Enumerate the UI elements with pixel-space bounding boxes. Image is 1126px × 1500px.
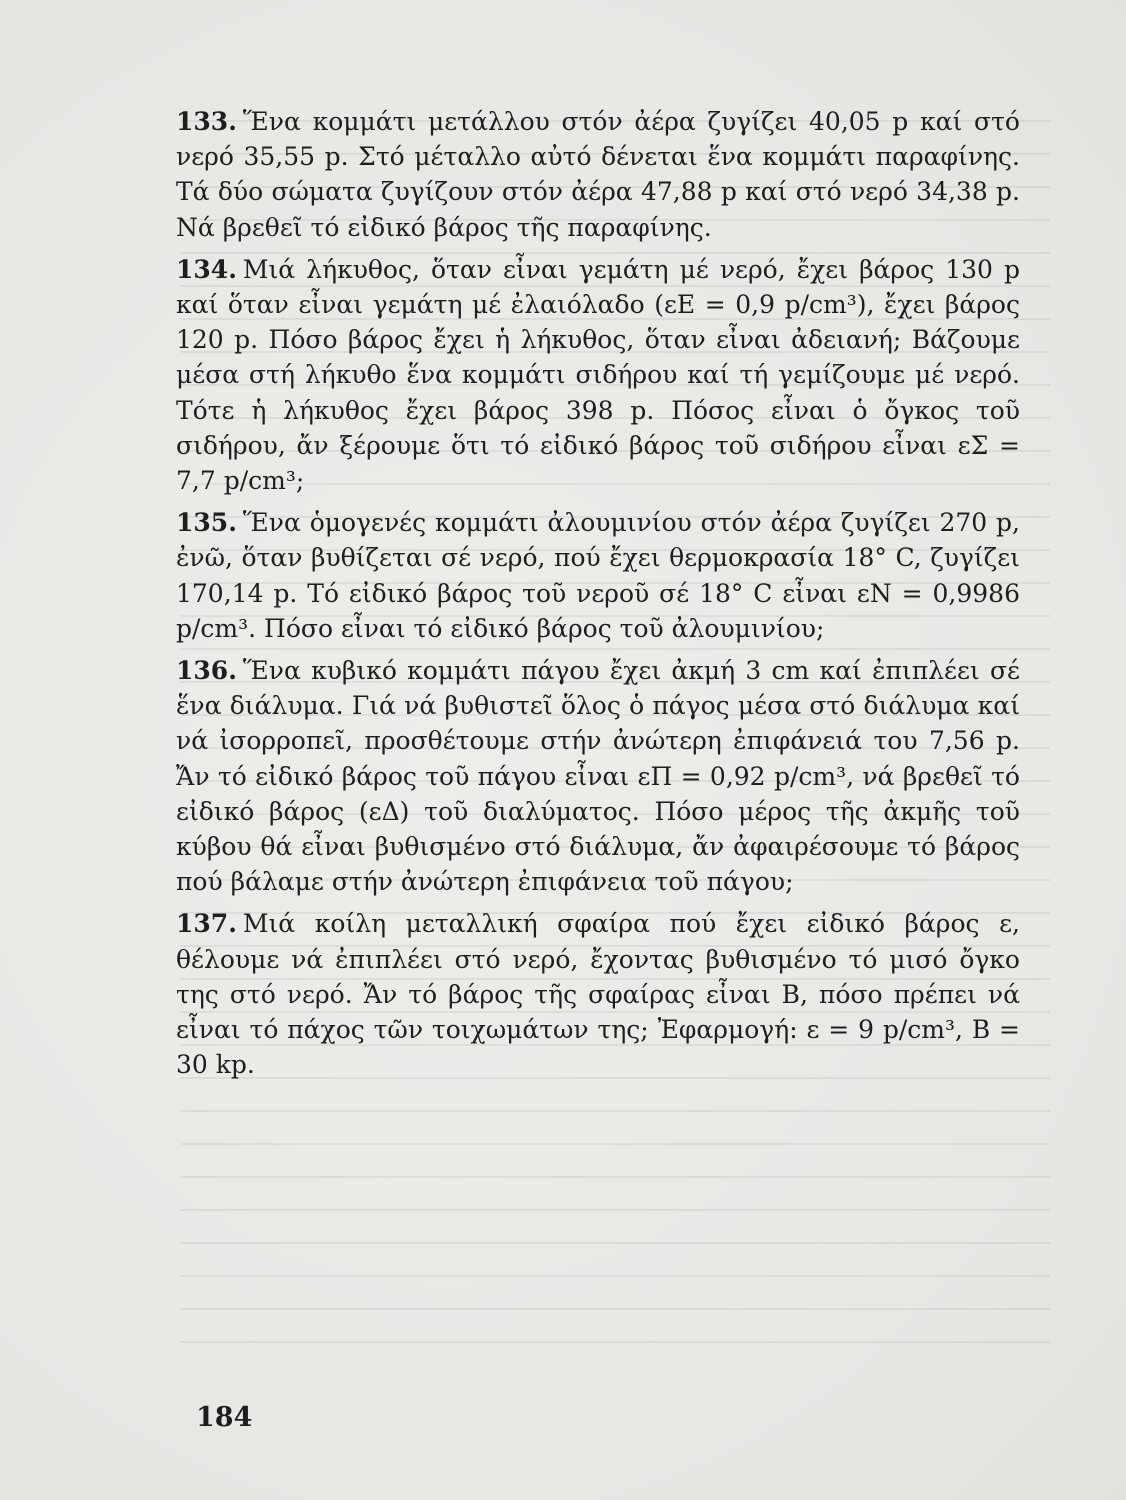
problem-text: Ἕνα κυβικό κομμάτι πάγου ἔχει ἀκμή 3 cm καί ἐπιπλέει σέ ἕνα διάλυμα. Γιά νά βυθιστεῖ ὅλος ὁ πάγος μέσα στό διάλυμα καί νά ἰσορροπεῖ, προσθέτουμε στήν ἀνώτερη ἐπιφάνειά του 7,56 p. Ἄν τό εἰδικό βάρος τοῦ πάγου εἶναι εΠ = 0,92 p/cm³, νά βρεθεῖ τό εἰδικό βάρος (εΔ) τοῦ διαλύματος. Πόσο μέρος τῆς ἀκμῆς τοῦ κύβου θά εἶναι βυθισμένο στό διάλυμα, ἄν ἀφαιρέσουμε τό βάρος πού βάλαμε στήν ἀνώτερη ἐπιφάνεια τοῦ πάγου; <box>176 656 1020 897</box>
problem-number: 136 . <box>176 656 237 685</box>
problems-text <box>176 104 1020 1089</box>
problem-text: Ἕνα ὁμογενές κομμάτι ἀλουμινίου στόν ἀέρα ζυγίζει 270 p, ἐνῶ, ὅταν βυθίζεται σέ νερό, πού ἔχει θερμοκρασία 18° C, ζυγίζει 170,14 p. Τό εἰδικό βάρος τοῦ νεροῦ σέ 18° C εἶναι εN = 0,9986 p/cm³. Πόσο εἶναι τό εἰδικό βάρος τοῦ ἀλουμινίου; <box>176 508 1020 643</box>
problem-text: Μιά λήκυθος, ὅταν εἶναι γεμάτη μέ νερό, ἔχει βάρος 130 p καί ὅταν εἶναι γεμάτη μέ ἐλαιόλαδο (εE = 0,9 p/cm³), ἔχει βάρος 120 p. Πόσο βάρος ἔχει ἡ λήκυθος, ὅταν εἶναι ἀδειανή; Βάζουμε μέσα στή λήκυθο ἕνα κομμάτι σιδήρου καί τή γεμίζουμε μέ νερό. Τότε ἡ λήκυθος ἔχει βάρος 398 p. Πόσος εἶναι ὁ ὄγκος τοῦ σιδήρου, ἄν ξέρουμε ὅτι τό εἰδικό βάρος τοῦ σιδήρου εἶναι εΣ = 7,7 p/cm³; <box>176 254 1020 496</box>
problem-136 <box>176 653 1020 899</box>
problem-134 <box>176 252 1020 498</box>
problem-text: Μιά κοίλη μεταλλική σφαίρα πού ἔχει εἰδικό βάρος ε, θέλουμε νά ἐπιπλέει στό νερό, ἔχοντας βυθισμένο τό μισό ὄγκο της στό νερό. Ἄν τό βάρος τῆς σφαίρας εἶναι B, πόσο πρέπει νά εἶναι τό πάχος τῶν τοιχωμάτων της; Ἐφαρμογή: ε = 9 p/cm³, B = 30 kp. <box>176 909 1020 1080</box>
problem-135 <box>176 505 1020 646</box>
problem-number: 134 . <box>176 255 237 284</box>
problem-number: 133 . <box>176 107 237 136</box>
problem-text: Ἕνα κομμάτι μετάλλου στόν ἀέρα ζυγίζει 40,05 p καί στό νερό 35,55 p. Στό μέταλλο αὐτό δένεται ἕνα κομμάτι παραφίνης. Τά δύο σώματα ζυγίζουν στόν ἀέρα 47,88 p καί στό νερό 34,38 p. Νά βρεθεῖ τό εἰδικό βάρος τῆς παραφίνης. <box>176 107 1020 242</box>
problem-number: 137 . <box>176 909 237 938</box>
problem-137 <box>176 906 1020 1082</box>
problem-133 <box>176 104 1020 245</box>
problem-number: 135 . <box>176 508 237 537</box>
page-number: 184 <box>196 1402 253 1433</box>
